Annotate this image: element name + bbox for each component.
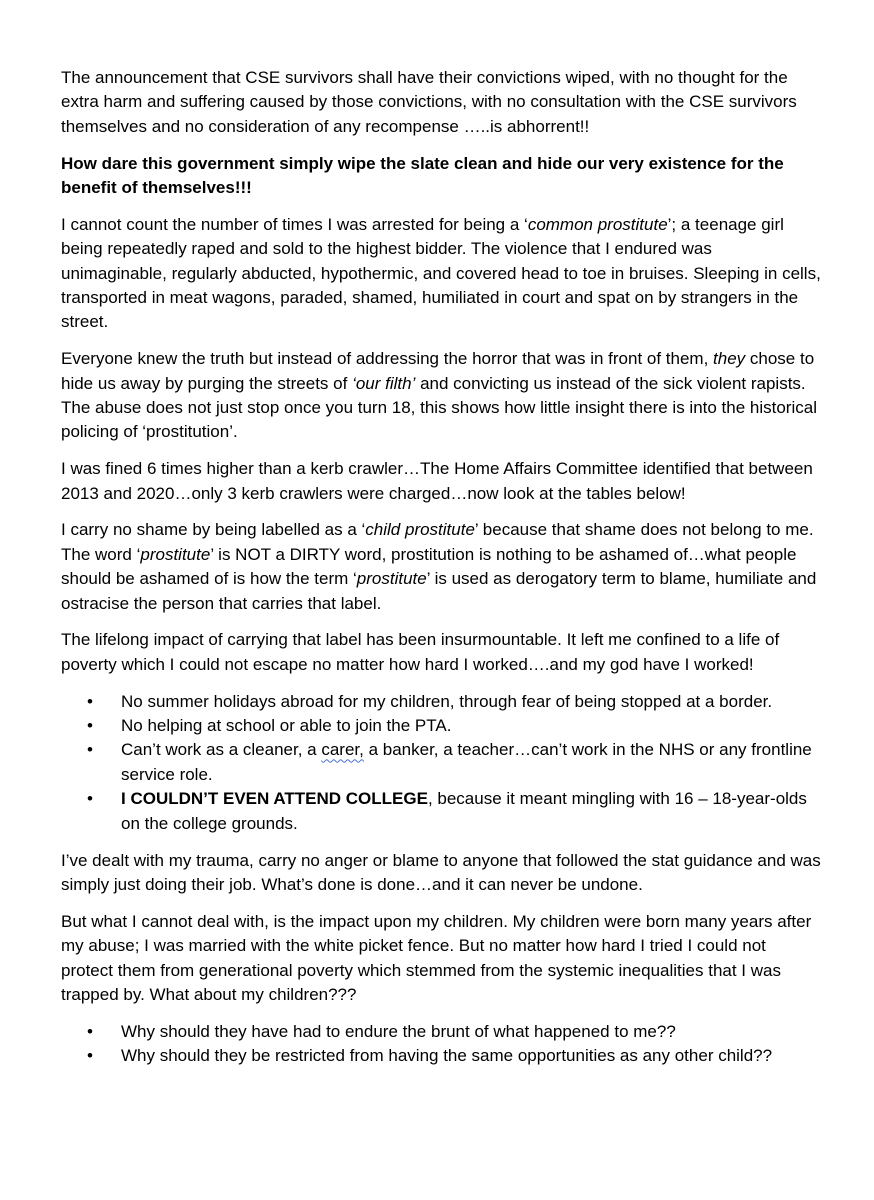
list-item: • No summer holidays abroad for my children, through fear of being stopped at a border. [61, 690, 821, 714]
text-run: and convicting us instead of the sick violent rapists. The abuse does not just stop once you turn 18, this shows how little insight there is into the historical policing of ‘prostitution’. [61, 373, 817, 442]
spellcheck-flagged-word: carer, [321, 740, 364, 760]
text-run: chose to hide us away by purging the streets of [61, 349, 815, 393]
italic-term: common prostitute [527, 214, 668, 234]
paragraph-truth [61, 347, 821, 445]
children-bullet-list [61, 1020, 821, 1069]
paragraph-lifelong-impact: The lifelong impact of carrying that label has been insurmountable. It left me confined to a life of poverty which I could not escape no matter how hard I worked….and my god have I worked! [61, 630, 780, 674]
document-page [61, 66, 821, 1081]
text-run: ’; a teenage girl being repeatedly raped and sold to the highest bidder. The violence that I endured was unimaginable, regularly abducted, hypothermic, and covered head to toe in bruises. Sleeping in cells, transported in meat wagons, paraded, shamed, humiliated in court and spat on by strangers in the street. [61, 214, 821, 332]
paragraph-bold-statement [61, 152, 821, 201]
text-run: , because it meant mingling with 16 – 18-year-olds on the college grounds. [121, 789, 807, 833]
paragraph-arrests [61, 213, 821, 335]
paragraph-announcement: The announcement that CSE survivors shall have their convictions wiped, with no thought for the extra harm and suffering caused by those convictions, with no consultation with the CSE survivors themselves and no consideration of any recompense …..is abhorrent!! [61, 68, 797, 136]
italic-term: prostitute [140, 544, 211, 564]
bold-text: I COULDN’T EVEN ATTEND COLLEGE [121, 789, 428, 809]
text-run: I cannot count the number of times I was arrested for being a ‘ [61, 214, 528, 234]
list-item: • Why should they be restricted from having the same opportunities as any other child?? [61, 1044, 821, 1068]
text-run: I carry no shame by being labelled as a ‘ [61, 520, 366, 540]
paragraph-no-shame [61, 518, 821, 616]
text-run: Can’t work as a cleaner, a [121, 740, 322, 760]
italic-term: they [713, 349, 746, 369]
text-run: ’ is used as derogatory term to blame, humiliate and ostracise the person that carries that label. [61, 569, 817, 613]
italic-term: child prostitute [365, 520, 475, 540]
paragraph-children: But what I cannot deal with, is the impact upon my children. My children were born many years after my abuse; I was married with the white picket fence. But no matter how hard I tried I could not protect them from generational poverty which stemmed from the systemic inequalities that I was trapped by. What about my children??? [61, 911, 812, 1004]
text-run: Everyone knew the truth but instead of addressing the horror that was in front of them, [61, 349, 714, 369]
text-run: a banker, a teacher…can’t work in the NHS or any frontline service role. [121, 740, 812, 784]
text-run: ’ because that shame does not belong to me. The word ‘ [61, 520, 814, 564]
italic-term: ‘our filth’ [352, 373, 416, 393]
bold-statement-text: How dare this government simply wipe the slate clean and hide our very existence for the benefit of themselves!!! [61, 153, 784, 198]
impact-bullet-list [61, 690, 821, 836]
list-item [61, 787, 821, 836]
list-item: • No helping at school or able to join the PTA. [61, 714, 821, 738]
text-run: ’ is NOT a DIRTY word, prostitution is nothing to be ashamed of…what people should be ashamed of is how the term ‘ [61, 544, 797, 589]
paragraph-fined: I was fined 6 times higher than a kerb crawler…The Home Affairs Committee identified that between 2013 and 2020…only 3 kerb crawlers were charged…now look at the tables below! [61, 459, 813, 503]
list-item: • Why should they have had to endure the brunt of what happened to me?? [61, 1020, 821, 1044]
paragraph-trauma: I’ve dealt with my trauma, carry no anger or blame to anyone that followed the stat guidance and was simply just doing their job. What’s done is done…and it can never be undone. [61, 850, 821, 894]
italic-term: prostitute [356, 569, 427, 589]
list-item [61, 738, 821, 787]
